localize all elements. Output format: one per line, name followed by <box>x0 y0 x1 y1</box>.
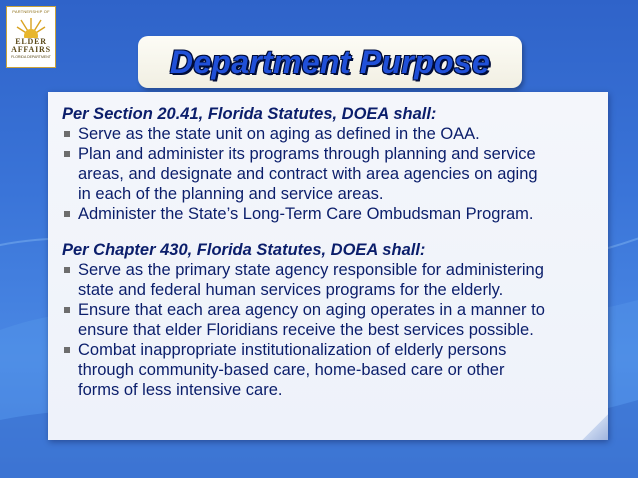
bullet-item <box>62 340 602 400</box>
bullet-text: in each of the planning and service areas. <box>78 185 384 203</box>
bullet-text: Combat inappropriate institutionalization of elderly persons <box>78 341 507 359</box>
square-bullet-icon <box>64 131 70 137</box>
content-panel <box>48 92 608 440</box>
logo-top-text: PARTNERSHIP OF <box>12 9 50 14</box>
section-heading: Per Chapter 430, Florida Statutes, DOEA shall: <box>62 241 426 259</box>
logo-word-1: ELDER <box>15 37 47 46</box>
bullet-list <box>62 124 602 224</box>
title-banner <box>138 36 522 88</box>
page-curl <box>582 414 608 440</box>
slide-title: Department Purpose <box>169 43 491 80</box>
bullet-text: Serve as the primary state agency responsible for administering <box>78 261 544 279</box>
logo-word-2: AFFAIRS <box>11 45 51 54</box>
bullet-item <box>62 204 602 224</box>
bullet-text: ensure that elder Floridians receive the best services possible. <box>78 321 534 339</box>
elder-affairs-logo <box>6 6 56 68</box>
section-chapter-430 <box>62 240 602 400</box>
bullet-item <box>62 260 602 300</box>
bullet-text: forms of less intensive care. <box>78 381 283 399</box>
bullet-item <box>62 144 602 204</box>
square-bullet-icon <box>64 307 70 313</box>
bullet-text: Ensure that each area agency on aging operates in a manner to <box>78 301 545 319</box>
bullet-text: Serve as the state unit on aging as defined in the OAA. <box>78 125 480 143</box>
bullet-text: state and federal human services programs for the elderly. <box>78 281 504 299</box>
section-heading: Per Section 20.41, Florida Statutes, DOEA shall: <box>62 105 437 123</box>
bullet-item <box>62 300 602 340</box>
bullet-text: areas, and designate and contract with area agencies on aging <box>78 165 538 183</box>
sun-icon <box>16 16 46 38</box>
bullet-text: Administer the State’s Long-Term Care Ombudsman Program. <box>78 205 534 223</box>
bullet-list <box>62 260 602 400</box>
square-bullet-icon <box>64 211 70 217</box>
bullet-text: Plan and administer its programs through planning and service <box>78 145 536 163</box>
logo-sub-text: FLORIDA DEPARTMENT <box>11 55 51 59</box>
square-bullet-icon <box>64 267 70 273</box>
section-section-20-41 <box>62 104 602 224</box>
square-bullet-icon <box>64 151 70 157</box>
square-bullet-icon <box>64 347 70 353</box>
bullet-text: through community-based care, home-based care or other <box>78 361 505 379</box>
bullet-item <box>62 124 602 144</box>
